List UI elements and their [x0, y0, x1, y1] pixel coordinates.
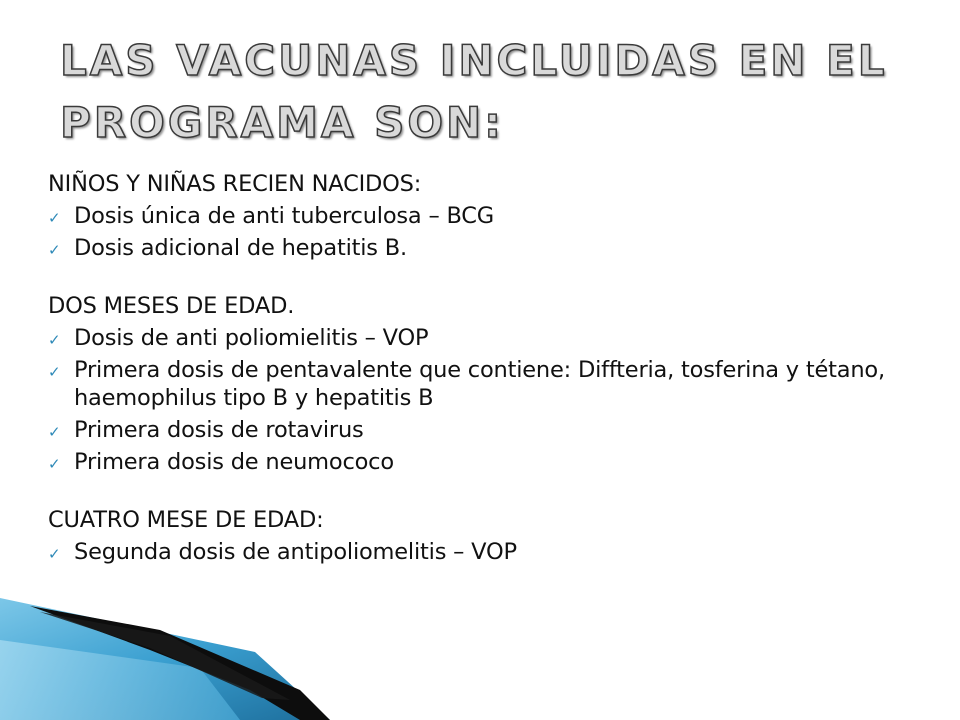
section-heading: CUATRO MESE DE EDAD:: [48, 507, 324, 533]
list-item: [48, 416, 908, 444]
corner-blue-wedge: [0, 598, 330, 720]
section-newborns: [48, 170, 908, 262]
section-heading: DOS MESES DE EDAD.: [48, 293, 295, 319]
list-item: [48, 202, 908, 230]
list-item: [48, 538, 908, 566]
list-item: [48, 356, 908, 412]
corner-light-wedge: [0, 640, 240, 720]
list-item-text: Primera dosis de neumococo: [74, 449, 394, 475]
list-item-text: Primera dosis de pentavalente que contiene: Diffteria, tosferina y tétano, haemophilus tipo B y hepatitis B: [74, 357, 885, 411]
list-item: [48, 448, 908, 476]
checkmark-icon: ✓: [48, 455, 61, 473]
list-item-text: Dosis única de anti tuberculosa – BCG: [74, 203, 495, 229]
list-item: [48, 234, 908, 262]
slide-title: LAS VACUNAS INCLUIDAS EN EL PROGRAMA SON:: [60, 36, 888, 147]
checkmark-icon: ✓: [48, 209, 61, 227]
checkmark-icon: ✓: [48, 363, 61, 381]
corner-dark-swoosh-thin: [40, 612, 290, 700]
slide-content: [48, 170, 908, 570]
section-two-months: [48, 292, 908, 476]
list-item-text: Dosis de anti poliomielitis – VOP: [74, 325, 429, 351]
section-four-months: [48, 506, 908, 566]
section-heading: NIÑOS Y NIÑAS RECIEN NACIDOS:: [48, 171, 422, 197]
list-item-text: Primera dosis de rotavirus: [74, 417, 364, 443]
corner-dark-swoosh: [30, 606, 330, 720]
checkmark-icon: ✓: [48, 241, 61, 259]
checkmark-icon: ✓: [48, 331, 61, 349]
list-item: [48, 324, 908, 352]
checkmark-icon: ✓: [48, 423, 61, 441]
list-item-text: Dosis adicional de hepatitis B.: [74, 235, 407, 261]
list-item-text: Segunda dosis de antipoliomelitis – VOP: [74, 539, 517, 565]
checkmark-icon: ✓: [48, 545, 61, 563]
